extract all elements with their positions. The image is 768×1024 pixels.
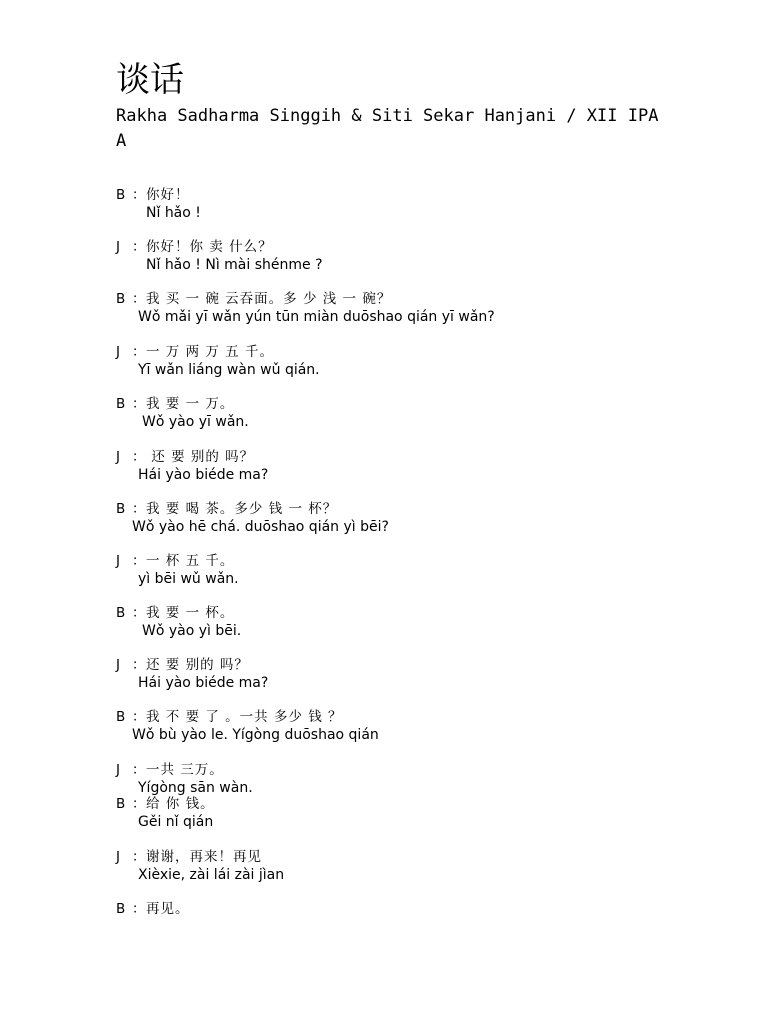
hanzi-text: 我 买 一 碗 云吞面。多 少 浅 一 碗？ — [146, 291, 392, 307]
dialogue-entry — [116, 848, 284, 884]
dialogue-line — [116, 395, 249, 413]
speaker-separator: ： — [132, 709, 146, 725]
speaker-separator: ： — [132, 849, 146, 865]
speaker-separator: ： — [132, 901, 146, 917]
hanzi-text: 一 杯 五 千。 — [146, 553, 235, 569]
pinyin-text: Wǒ yào yì bēi. — [142, 623, 242, 639]
speaker-label: B — [116, 709, 126, 725]
dialogue-line — [116, 186, 201, 204]
hanzi-text: 再见。 — [146, 901, 190, 917]
hanzi-text: 还 要 别的 吗？ — [146, 657, 249, 673]
speaker-label: B — [116, 291, 126, 307]
document-title: 谈话 — [116, 60, 184, 100]
dialogue-entry — [116, 290, 495, 326]
pinyin-text: Wǒ yào hē chá. duōshao qián yì bēi? — [132, 519, 389, 535]
dialogue-line — [116, 708, 379, 726]
pinyin-text: Wǒ mǎi yī wǎn yún tūn miàn duōshao qián yī wǎn? — [138, 309, 495, 325]
hanzi-text: 给 你 钱。 — [146, 796, 215, 812]
speaker-label: B — [116, 187, 126, 203]
dialogue-entry — [116, 900, 190, 918]
pinyin-text: Wǒ bù yào le. Yígòng duōshao qián — [132, 727, 379, 743]
pinyin-text: Xièxie, zài lái zài jìan — [138, 867, 285, 883]
speaker-label: J — [116, 449, 120, 465]
dialogue-entry — [116, 708, 379, 744]
speaker-separator: ： — [132, 501, 146, 517]
speaker-label: J — [116, 344, 120, 360]
pinyin-text: Hái yào biéde ma? — [138, 467, 269, 483]
dialogue-line — [116, 848, 284, 866]
speaker-separator: ： — [132, 762, 146, 778]
dialogue-line — [116, 761, 253, 779]
speaker-label: J — [116, 657, 120, 673]
dialogue-line — [116, 290, 495, 308]
dialogue-line — [116, 500, 389, 518]
speaker-separator: ： — [132, 396, 146, 412]
speaker-separator: ： — [132, 449, 146, 465]
dialogue-entry — [116, 238, 323, 274]
speaker-label: B — [116, 901, 126, 917]
dialogue-line — [116, 795, 215, 813]
hanzi-text: 一共 三万。 — [146, 762, 224, 778]
dialogue-line — [116, 343, 320, 361]
hanzi-text: 我 要 一 杯。 — [146, 605, 235, 621]
speaker-separator: ： — [132, 796, 146, 812]
dialogue-line — [116, 448, 268, 466]
dialogue-entry — [116, 343, 320, 379]
dialogue-line — [116, 656, 268, 674]
speaker-label: J — [116, 849, 120, 865]
hanzi-text: 我 要 一 万。 — [146, 396, 235, 412]
dialogue-line — [116, 238, 323, 256]
speaker-label: B — [116, 396, 126, 412]
speaker-label: B — [116, 605, 126, 621]
dialogue-entry — [116, 448, 268, 484]
pinyin-text: yì bēi wǔ wǎn. — [138, 571, 239, 587]
dialogue-entry — [116, 761, 253, 797]
speaker-separator: ： — [132, 553, 146, 569]
pinyin-text: Hái yào biéde ma? — [138, 675, 269, 691]
dialogue-entry — [116, 604, 241, 640]
dialogue-line — [116, 900, 190, 918]
hanzi-text: 我 要 喝 茶。多少 钱 一 杯？ — [146, 501, 338, 517]
speaker-label: B — [116, 796, 126, 812]
speaker-label: J — [116, 762, 120, 778]
speaker-label: J — [116, 553, 120, 569]
pinyin-text: Wǒ yào yī wǎn. — [142, 414, 249, 430]
speaker-separator: ： — [132, 657, 146, 673]
pinyin-text: Yígòng sān wàn. — [138, 780, 253, 796]
dialogue-line — [116, 604, 241, 622]
hanzi-text: 一 万 两 万 五 千。 — [146, 344, 274, 360]
dialogue-entry — [116, 656, 268, 692]
document-authors: Rakha Sadharma Singgih & Siti Sekar Hanjani / XII IPA A — [116, 106, 659, 151]
pinyin-text: Nǐ hǎo ! Nì mài shénme ? — [146, 257, 323, 273]
speaker-label: J — [116, 239, 120, 255]
pinyin-text: Yī wǎn liáng wàn wǔ qián. — [138, 362, 320, 378]
hanzi-text: 还 要 别的 吗？ — [146, 449, 255, 465]
pinyin-text: Gěi nǐ qián — [138, 814, 214, 830]
dialogue-line — [116, 552, 239, 570]
pinyin-text: Nǐ hǎo ! — [146, 205, 201, 221]
dialogue-entry — [116, 552, 239, 588]
dialogue-entry — [116, 186, 201, 222]
speaker-label: B — [116, 501, 126, 517]
dialogue-entry — [116, 500, 389, 536]
speaker-separator: ： — [132, 187, 146, 203]
hanzi-text: 我 不 要 了 。一共 多少 钱 ？ — [146, 709, 343, 725]
dialogue-entry — [116, 795, 215, 831]
speaker-separator: ： — [132, 291, 146, 307]
speaker-separator: ： — [132, 239, 146, 255]
dialogue-entry — [116, 395, 249, 431]
speaker-separator: ： — [132, 344, 146, 360]
hanzi-text: 谢谢，再来！再见 — [146, 849, 262, 865]
speaker-separator: ： — [132, 605, 146, 621]
hanzi-text: 你好！你 卖 什么？ — [146, 239, 273, 255]
hanzi-text: 你好！ — [146, 187, 190, 203]
